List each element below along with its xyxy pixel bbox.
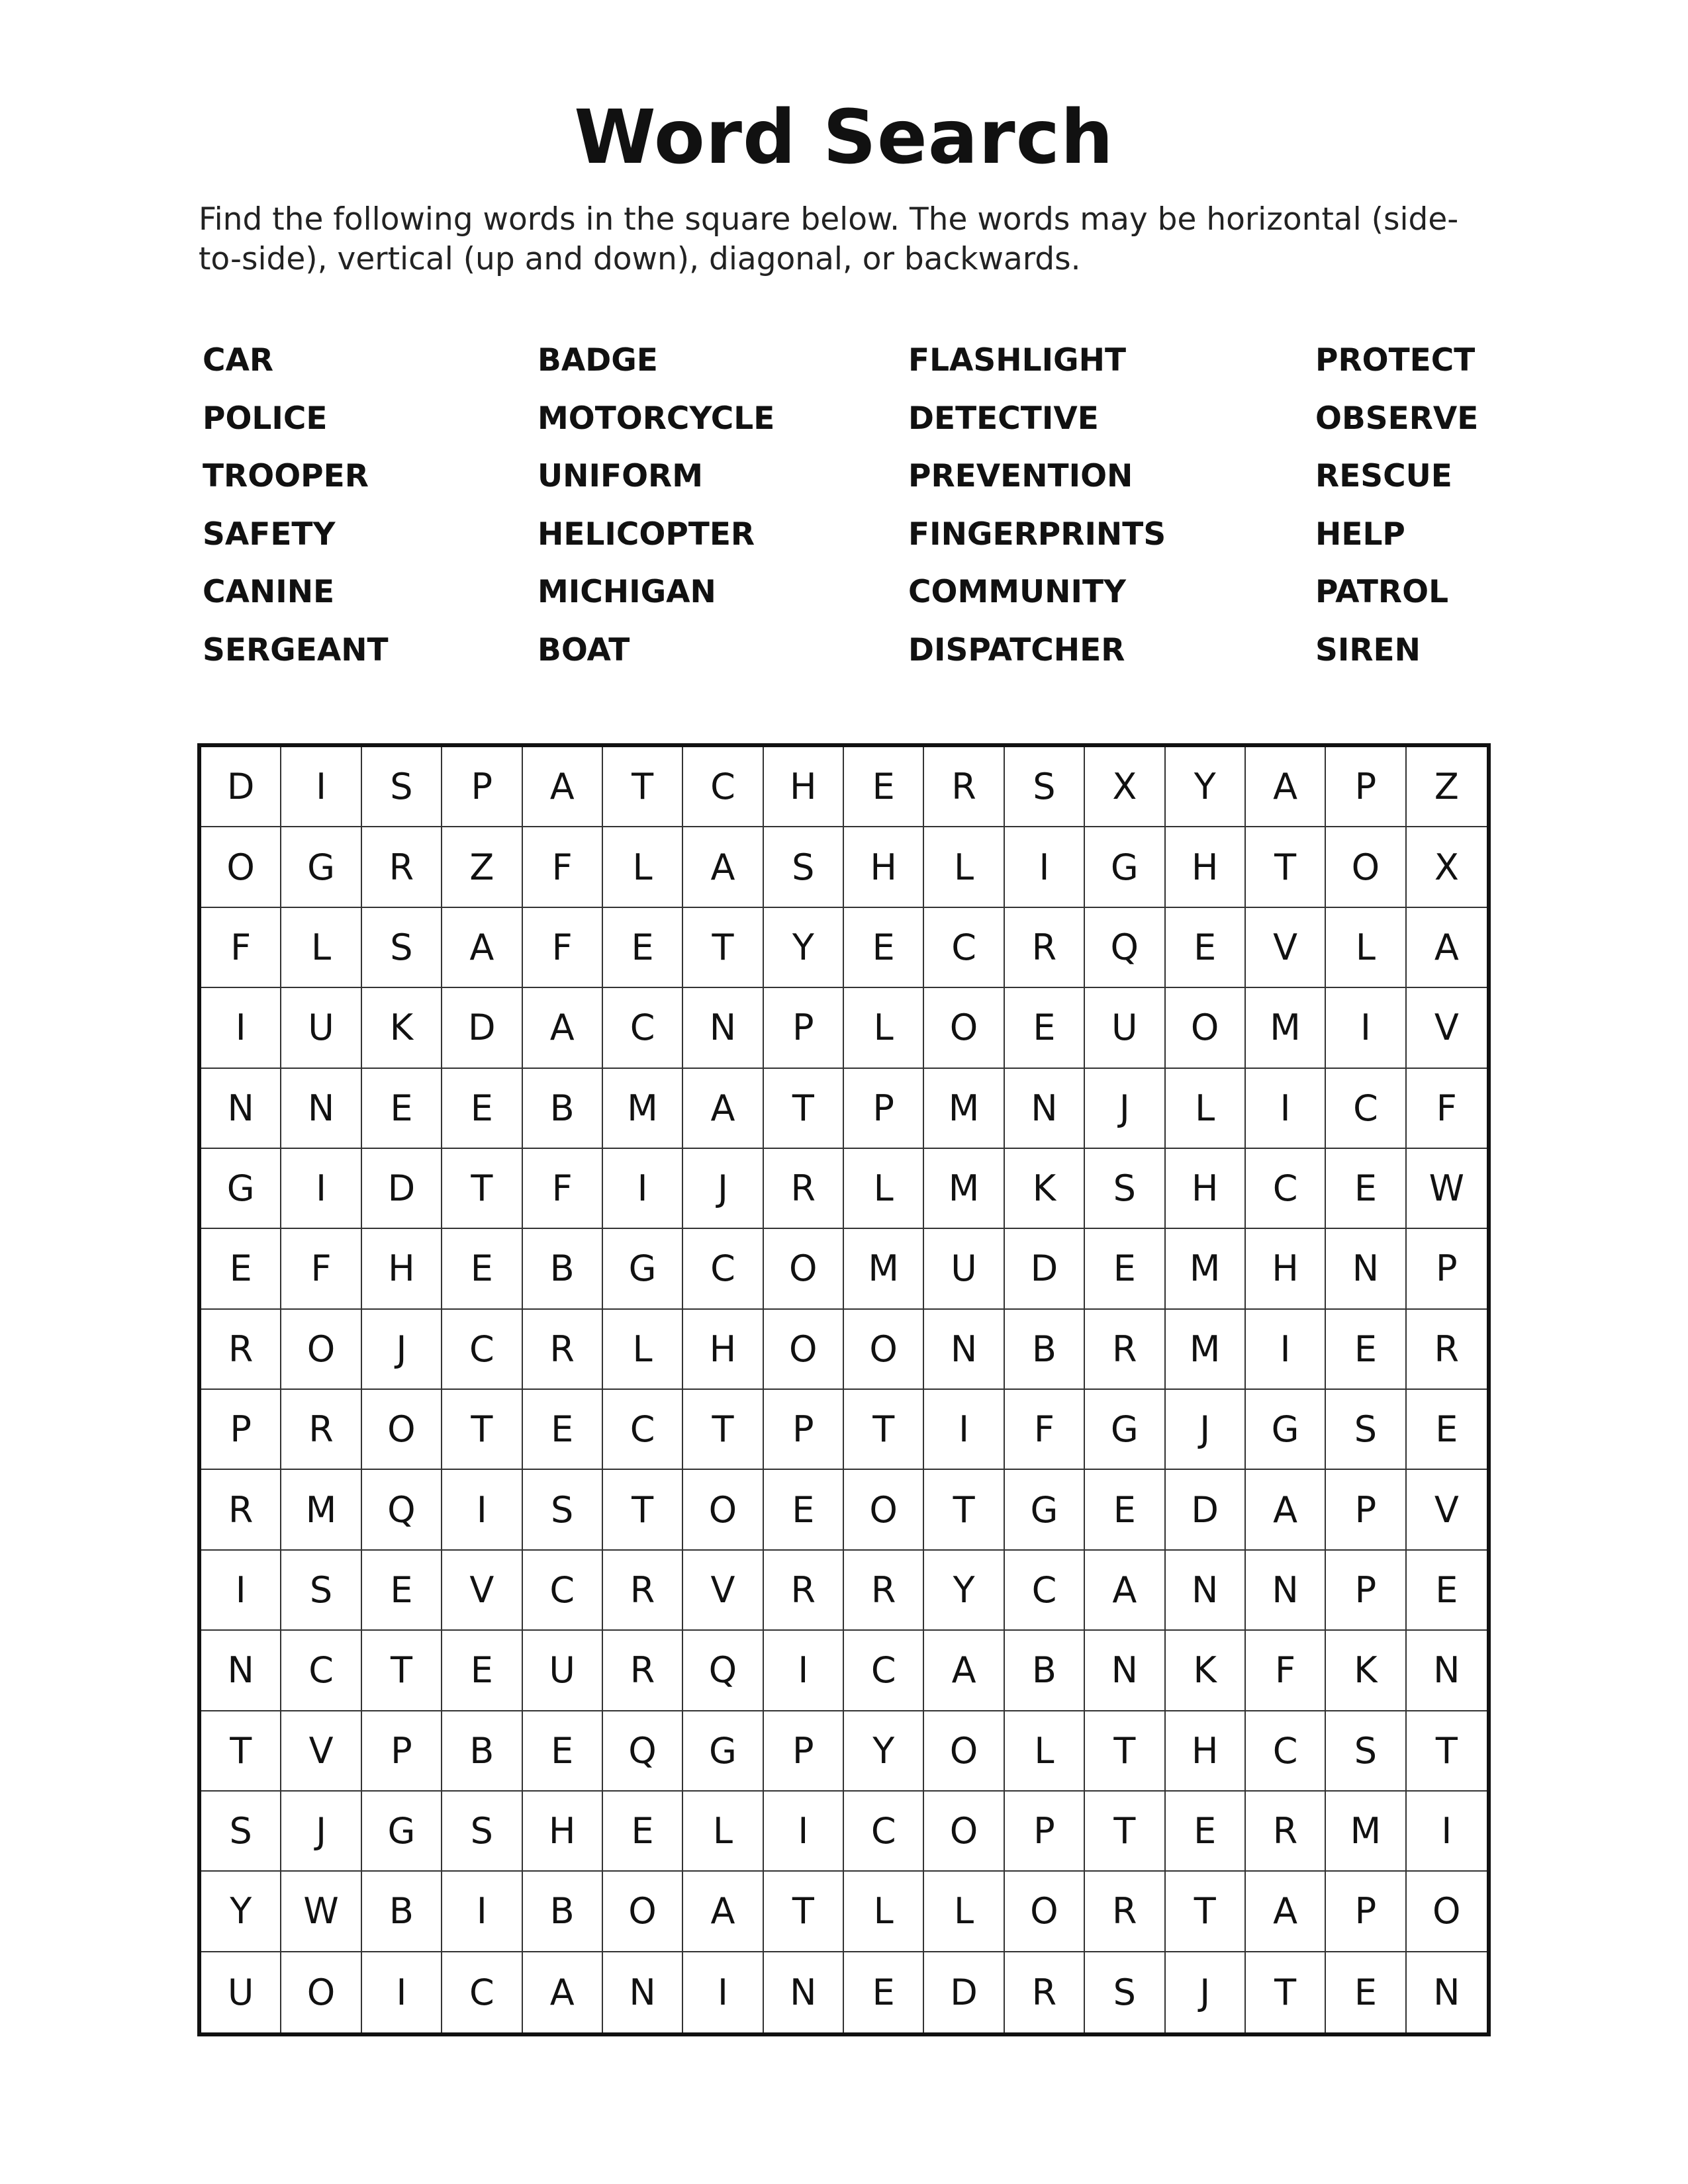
grid-cell[interactable]: D — [1005, 1229, 1085, 1309]
grid-cell[interactable]: T — [1246, 1952, 1326, 2032]
grid-cell[interactable]: O — [844, 1310, 924, 1390]
grid-cell[interactable]: H — [523, 1792, 603, 1872]
grid-cell[interactable]: F — [1407, 1069, 1487, 1149]
grid-cell[interactable]: A — [924, 1631, 1004, 1711]
grid-cell[interactable]: I — [1407, 1792, 1487, 1872]
grid-cell[interactable]: R — [1407, 1310, 1487, 1390]
grid-cell[interactable]: U — [1085, 988, 1165, 1068]
grid-cell[interactable]: W — [281, 1872, 361, 1952]
grid-cell[interactable]: L — [1166, 1069, 1246, 1149]
word-item: DETECTIVE — [908, 400, 1099, 437]
grid-cell[interactable]: G — [683, 1711, 763, 1792]
grid-cell[interactable]: E — [442, 1229, 522, 1309]
grid-cell[interactable]: N — [1407, 1631, 1487, 1711]
grid-cell[interactable]: H — [1166, 1149, 1246, 1229]
grid-cell[interactable]: L — [1005, 1711, 1085, 1792]
grid-cell[interactable]: C — [683, 747, 763, 827]
word-column — [538, 341, 774, 689]
grid-cell[interactable]: N — [201, 1631, 281, 1711]
grid-cell[interactable]: T — [362, 1631, 442, 1711]
grid-cell[interactable]: H — [1166, 1711, 1246, 1792]
grid-cell[interactable]: S — [362, 908, 442, 988]
grid-cell[interactable]: N — [1433, 1971, 1460, 2013]
grid-cell[interactable]: R — [1005, 1952, 1085, 2032]
grid-cell[interactable]: T — [683, 1390, 763, 1470]
grid-cell[interactable]: N — [281, 1069, 361, 1149]
word-item: CANINE — [203, 574, 335, 611]
grid-cell[interactable]: C — [523, 1551, 603, 1631]
grid-cell[interactable]: H — [844, 827, 924, 907]
grid-cell[interactable]: C — [1246, 1149, 1326, 1229]
grid-cell[interactable]: R — [1246, 1792, 1326, 1872]
grid-cell[interactable]: J — [683, 1149, 763, 1229]
grid-cell[interactable]: C — [1246, 1711, 1326, 1792]
grid-cell[interactable]: R — [764, 1149, 844, 1229]
grid-cell[interactable]: S — [1326, 1390, 1406, 1470]
grid-cell[interactable]: B — [362, 1872, 442, 1952]
grid-cell[interactable]: O — [844, 1470, 924, 1550]
grid-cell[interactable]: R — [1085, 1872, 1165, 1952]
grid-cell[interactable]: E — [1166, 908, 1246, 988]
grid-cell[interactable]: N — [201, 1069, 281, 1149]
grid-cell[interactable]: U — [523, 1631, 603, 1711]
grid-cell[interactable]: L — [281, 908, 361, 988]
grid-cell[interactable]: Q — [1085, 908, 1165, 988]
grid-cell[interactable]: E — [603, 908, 683, 988]
word-item: RESCUE — [1315, 458, 1452, 495]
grid-cell[interactable]: E — [844, 747, 924, 827]
word-item: PROTECT — [1315, 342, 1476, 379]
grid-cell[interactable]: S — [1085, 1952, 1165, 2032]
word-item: CAR — [203, 342, 274, 379]
grid-cell[interactable]: E — [362, 1551, 442, 1631]
grid-cell[interactable]: R — [844, 1551, 924, 1631]
word-column — [203, 341, 389, 689]
grid-cell[interactable]: R — [362, 827, 442, 907]
grid-cell[interactable]: E — [1166, 1792, 1246, 1872]
grid-cell[interactable]: T — [844, 1390, 924, 1470]
grid-cell[interactable]: D — [924, 1952, 1004, 2032]
grid-cell[interactable]: E — [1005, 988, 1085, 1068]
grid-cell[interactable]: T — [1166, 1872, 1246, 1952]
grid-cell[interactable]: I — [201, 988, 281, 1068]
grid-cell[interactable]: O — [764, 1310, 844, 1390]
grid-cell[interactable]: O — [1407, 1872, 1487, 1952]
grid-cell[interactable]: I — [924, 1390, 1004, 1470]
grid-cell[interactable]: B — [523, 1069, 603, 1149]
grid-cell[interactable]: V — [1246, 908, 1326, 988]
grid-cell[interactable]: G — [281, 827, 361, 907]
grid-cell[interactable]: A — [683, 1872, 763, 1952]
word-item: SERGEANT — [203, 631, 389, 668]
grid-cell[interactable]: T — [683, 908, 763, 988]
grid-cell[interactable]: H — [362, 1229, 442, 1309]
grid-cell[interactable]: S — [201, 1792, 281, 1872]
grid-cell[interactable]: R — [281, 1390, 361, 1470]
grid-cell[interactable]: T — [1085, 1792, 1165, 1872]
grid-cell[interactable]: V — [281, 1711, 361, 1792]
word-column — [1315, 341, 1478, 689]
grid-cell[interactable]: H — [1166, 827, 1246, 907]
grid-cell[interactable]: Z — [1407, 747, 1487, 827]
grid-cell[interactable]: K — [1005, 1149, 1085, 1229]
grid-cell[interactable]: A — [683, 1069, 763, 1149]
word-item: FLASHLIGHT — [908, 342, 1127, 379]
grid-cell[interactable]: E — [844, 908, 924, 988]
grid-cell[interactable]: K — [362, 988, 442, 1068]
grid-cell[interactable]: B — [523, 1872, 603, 1952]
word-bank — [199, 341, 1523, 685]
grid-cell[interactable]: W — [1407, 1149, 1487, 1229]
grid-cell[interactable]: P — [362, 1711, 442, 1792]
grid-cell[interactable]: C — [844, 1631, 924, 1711]
grid-cell[interactable]: S — [523, 1470, 603, 1550]
grid-cell[interactable]: M — [1166, 1310, 1246, 1390]
grid-cell[interactable]: O — [924, 988, 1004, 1068]
grid-cell[interactable]: I — [1326, 988, 1406, 1068]
word-item: BADGE — [538, 342, 658, 379]
grid-cell[interactable]: P — [1005, 1792, 1085, 1872]
grid-cell[interactable]: F — [281, 1229, 361, 1309]
grid-cell[interactable]: B — [1005, 1631, 1085, 1711]
grid-cell[interactable]: M — [924, 1149, 1004, 1229]
grid-cell[interactable]: R — [523, 1310, 603, 1390]
grid-cell[interactable]: C — [1326, 1069, 1406, 1149]
grid-cell[interactable]: T — [201, 1711, 281, 1792]
page-title: Word Search — [574, 95, 1114, 181]
word-item: PATROL — [1315, 574, 1449, 611]
word-item: UNIFORM — [538, 458, 704, 495]
grid-cell[interactable]: C — [844, 1792, 924, 1872]
grid-cell[interactable]: P — [764, 988, 844, 1068]
grid-cell[interactable]: P — [1326, 1551, 1406, 1631]
grid-cell[interactable]: C — [442, 1310, 522, 1390]
grid-cell[interactable]: A — [523, 747, 603, 827]
grid-cell[interactable]: N — [603, 1952, 683, 2032]
word-item: SIREN — [1315, 631, 1421, 668]
grid-cell[interactable]: O — [362, 1390, 442, 1470]
grid-cell[interactable]: C — [924, 908, 1004, 988]
grid-cell[interactable]: R — [603, 1551, 683, 1631]
grid-cell[interactable]: L — [844, 1149, 924, 1229]
grid-cell[interactable]: G — [362, 1792, 442, 1872]
grid-cell[interactable]: N — [1246, 1551, 1326, 1631]
grid-cell[interactable]: M — [1166, 1229, 1246, 1309]
grid-cell[interactable]: I — [764, 1631, 844, 1711]
word-item: PREVENTION — [908, 458, 1133, 495]
grid-cell[interactable]: T — [924, 1470, 1004, 1550]
grid-cell[interactable]: P — [201, 1390, 281, 1470]
grid-cell[interactable]: I — [1246, 1069, 1326, 1149]
grid-cell[interactable]: X — [1085, 747, 1165, 827]
grid-cell[interactable]: T — [1085, 1711, 1165, 1792]
grid-cell[interactable]: A — [1246, 1470, 1326, 1550]
grid-cell[interactable]: D — [362, 1149, 442, 1229]
grid-cell[interactable]: I — [603, 1149, 683, 1229]
instructions-text: Find the following words in the square below. The words may be horizontal (side-to-side), vertical (up and down), diagonal, or backwards. — [199, 201, 1459, 277]
grid-cell[interactable]: K — [1326, 1631, 1406, 1711]
grid-cell[interactable]: N — [764, 1952, 844, 2032]
grid-cell[interactable]: N — [1166, 1551, 1246, 1631]
grid-cell[interactable]: B — [1005, 1310, 1085, 1390]
grid-cell[interactable]: A — [523, 1952, 603, 2032]
grid-cell[interactable]: C — [281, 1631, 361, 1711]
grid-cell[interactable]: I — [683, 1952, 763, 2032]
grid-cell[interactable]: E — [523, 1390, 603, 1470]
grid-cell[interactable]: Y — [764, 908, 844, 988]
grid-cell[interactable]: G — [603, 1229, 683, 1309]
grid-cell[interactable]: E — [844, 1952, 924, 2032]
grid-cell[interactable]: A — [683, 827, 763, 907]
grid-cell[interactable]: N — [683, 988, 763, 1068]
grid-cell[interactable]: E — [442, 1631, 522, 1711]
grid-cell[interactable]: R — [1005, 908, 1085, 988]
grid-cell[interactable]: Y — [924, 1551, 1004, 1631]
grid-cell[interactable]: Y — [201, 1872, 281, 1952]
grid-cell[interactable]: T — [442, 1149, 522, 1229]
grid-cell[interactable]: M — [281, 1470, 361, 1550]
grid-cell[interactable]: R — [201, 1470, 281, 1550]
grid-cell[interactable]: O — [603, 1872, 683, 1952]
grid-cell[interactable]: O — [1005, 1872, 1085, 1952]
grid-cell[interactable]: P — [764, 1390, 844, 1470]
grid-cell[interactable]: R — [924, 747, 1004, 827]
word-item: MICHIGAN — [538, 574, 716, 611]
grid-cell[interactable]: P — [1326, 1470, 1406, 1550]
word-column — [908, 341, 1166, 689]
grid-cell[interactable]: C — [442, 1952, 522, 2032]
grid-cell[interactable]: J — [281, 1792, 361, 1872]
grid-cell[interactable]: M — [844, 1229, 924, 1309]
grid-cell[interactable]: A — [1085, 1551, 1165, 1631]
grid-cell[interactable]: C — [1005, 1551, 1085, 1631]
grid-cell[interactable]: V — [1407, 988, 1487, 1068]
grid-cell[interactable]: T — [1407, 1711, 1487, 1792]
grid-cell[interactable]: P — [844, 1069, 924, 1149]
grid-cell[interactable]: B — [442, 1711, 522, 1792]
word-item: COMMUNITY — [908, 574, 1127, 611]
grid-cell[interactable]: O — [764, 1229, 844, 1309]
grid-cell[interactable]: V — [683, 1551, 763, 1631]
grid-cell[interactable]: E — [1407, 1390, 1487, 1470]
grid-cell[interactable]: S — [442, 1792, 522, 1872]
grid-cell[interactable]: E — [1326, 1149, 1406, 1229]
grid-cell[interactable]: O — [1326, 827, 1406, 907]
grid-cell[interactable]: N — [924, 1310, 1004, 1390]
grid-cell[interactable]: I — [442, 1470, 522, 1550]
grid-cell[interactable]: L — [603, 827, 683, 907]
grid-cell[interactable]: E — [1407, 1551, 1487, 1631]
grid-cell[interactable]: H — [764, 747, 844, 827]
grid-cell[interactable]: U — [281, 988, 361, 1068]
grid-cell[interactable]: M — [603, 1069, 683, 1149]
grid-cell[interactable]: E — [1085, 1470, 1165, 1550]
grid-cell[interactable]: G — [1246, 1390, 1326, 1470]
grid-cell[interactable]: X — [1407, 827, 1487, 907]
grid-cell[interactable]: L — [683, 1792, 763, 1872]
grid-cell[interactable]: L — [603, 1310, 683, 1390]
grid-cell[interactable]: E — [442, 1069, 522, 1149]
grid-cell[interactable]: F — [1246, 1631, 1326, 1711]
grid-cell[interactable]: N — [1085, 1631, 1165, 1711]
grid-cell[interactable]: Q — [362, 1470, 442, 1550]
letter-grid — [201, 747, 1487, 2032]
grid-cell[interactable]: S — [281, 1551, 361, 1631]
grid-cell[interactable]: G — [1085, 1390, 1165, 1470]
grid-cell[interactable]: A — [523, 988, 603, 1068]
word-item: OBSERVE — [1315, 400, 1479, 437]
grid-cell[interactable]: L — [844, 988, 924, 1068]
grid-cell[interactable]: S — [362, 747, 442, 827]
grid-cell[interactable]: G — [201, 1149, 281, 1229]
grid-cell[interactable]: O — [683, 1470, 763, 1550]
grid-cell[interactable]: J — [1166, 1952, 1246, 2032]
grid-cell[interactable]: D — [201, 747, 281, 827]
grid-cell[interactable]: E — [523, 1711, 603, 1792]
grid-cell[interactable]: Z — [442, 827, 522, 907]
grid-cell[interactable]: P — [764, 1711, 844, 1792]
grid-cell[interactable]: T — [603, 1470, 683, 1550]
grid-cell[interactable]: N — [1326, 1229, 1406, 1309]
grid-cell[interactable]: I — [442, 1872, 522, 1952]
grid-cell[interactable]: D — [1166, 1470, 1246, 1550]
grid-cell[interactable]: G — [1085, 827, 1165, 907]
grid-cell[interactable]: T — [442, 1390, 522, 1470]
grid-cell[interactable]: Y — [1166, 747, 1246, 827]
word-item: TROOPER — [203, 458, 369, 495]
grid-cell[interactable]: I — [362, 1952, 442, 2032]
letter-grid-frame — [197, 743, 1491, 2036]
grid-cell[interactable]: L — [1326, 908, 1406, 988]
grid-cell[interactable]: M — [1326, 1792, 1406, 1872]
grid-cell[interactable]: O — [924, 1711, 1004, 1792]
grid-cell[interactable]: F — [523, 1149, 603, 1229]
grid-cell[interactable]: J — [362, 1310, 442, 1390]
grid-cell[interactable]: R — [1085, 1310, 1165, 1390]
grid-cell[interactable]: I — [281, 747, 361, 827]
grid-cell[interactable]: E — [1326, 1310, 1406, 1390]
grid-cell[interactable]: T — [603, 747, 683, 827]
grid-cell[interactable]: I — [281, 1149, 361, 1229]
grid-cell[interactable]: S — [1326, 1711, 1406, 1792]
grid-cell[interactable]: O — [924, 1792, 1004, 1872]
grid-cell[interactable]: L — [844, 1872, 924, 1952]
grid-cell[interactable]: C — [683, 1229, 763, 1309]
grid-cell[interactable]: I — [764, 1792, 844, 1872]
grid-cell[interactable]: E — [362, 1069, 442, 1149]
grid-cell[interactable]: I — [1246, 1310, 1326, 1390]
grid-cell[interactable]: A — [1246, 747, 1326, 827]
word-item: BOAT — [538, 631, 630, 668]
grid-cell[interactable]: Q — [683, 1631, 763, 1711]
grid-cell[interactable]: J — [1085, 1069, 1165, 1149]
grid-cell[interactable]: Y — [844, 1711, 924, 1792]
grid-cell[interactable]: F — [523, 827, 603, 907]
word-item: POLICE — [203, 400, 328, 437]
grid-cell[interactable]: Q — [603, 1711, 683, 1792]
grid-cell[interactable]: F — [1005, 1390, 1085, 1470]
word-item: FINGERPRINTS — [908, 516, 1166, 553]
grid-cell[interactable]: B — [523, 1229, 603, 1309]
grid-cell[interactable]: V — [1407, 1470, 1487, 1550]
grid-cell[interactable]: A — [1407, 908, 1487, 988]
grid-cell[interactable]: T — [1246, 827, 1326, 907]
word-item: SAFETY — [203, 516, 336, 553]
grid-cell[interactable]: S — [764, 827, 844, 907]
grid-cell[interactable]: V — [442, 1551, 522, 1631]
grid-cell[interactable]: T — [764, 1069, 844, 1149]
grid-cell[interactable]: P — [442, 747, 522, 827]
grid-cell[interactable]: C — [603, 1390, 683, 1470]
grid-cell[interactable]: L — [924, 827, 1004, 907]
word-item: HELP — [1315, 516, 1405, 553]
word-item: MOTORCYCLE — [538, 400, 775, 437]
grid-cell[interactable]: T — [764, 1872, 844, 1952]
grid-cell[interactable]: O — [281, 1952, 361, 2032]
grid-cell[interactable]: O — [281, 1310, 361, 1390]
grid-cell[interactable]: S — [1085, 1149, 1165, 1229]
word-item: DISPATCHER — [908, 631, 1125, 668]
grid-cell[interactable]: U — [201, 1952, 281, 2032]
grid-cell[interactable]: L — [924, 1872, 1004, 1952]
grid-cell[interactable]: I — [1005, 827, 1085, 907]
grid-cell[interactable]: E — [1326, 1952, 1406, 2032]
grid-cell[interactable]: E — [1085, 1229, 1165, 1309]
grid-cell[interactable]: M — [924, 1069, 1004, 1149]
grid-cell[interactable]: G — [1005, 1470, 1085, 1550]
grid-cell[interactable]: R — [603, 1631, 683, 1711]
grid-cell[interactable]: F — [523, 908, 603, 988]
grid-cell[interactable]: H — [683, 1310, 763, 1390]
grid-cell[interactable]: F — [201, 908, 281, 988]
grid-cell[interactable]: S — [1005, 747, 1085, 827]
grid-cell[interactable]: I — [201, 1551, 281, 1631]
grid-cell[interactable]: D — [442, 988, 522, 1068]
grid-cell[interactable]: E — [764, 1470, 844, 1550]
grid-cell[interactable]: A — [442, 908, 522, 988]
grid-cell[interactable]: N — [1005, 1069, 1085, 1149]
grid-cell[interactable]: P — [1326, 747, 1406, 827]
grid-cell[interactable]: O — [201, 827, 281, 907]
grid-cell[interactable]: A — [1246, 1872, 1326, 1952]
grid-cell[interactable]: C — [603, 988, 683, 1068]
word-item: HELICOPTER — [538, 516, 755, 553]
grid-cell[interactable]: E — [201, 1229, 281, 1309]
grid-cell[interactable]: E — [603, 1792, 683, 1872]
grid-cell[interactable]: M — [1246, 988, 1326, 1068]
grid-cell[interactable]: P — [1326, 1872, 1406, 1952]
grid-cell[interactable]: J — [1166, 1390, 1246, 1470]
grid-cell[interactable]: K — [1166, 1631, 1246, 1711]
grid-cell[interactable]: P — [1407, 1229, 1487, 1309]
grid-cell[interactable]: U — [924, 1229, 1004, 1309]
grid-cell[interactable]: O — [1166, 988, 1246, 1068]
grid-cell[interactable]: R — [764, 1551, 844, 1631]
grid-cell[interactable]: R — [201, 1310, 281, 1390]
grid-cell[interactable]: H — [1246, 1229, 1326, 1309]
